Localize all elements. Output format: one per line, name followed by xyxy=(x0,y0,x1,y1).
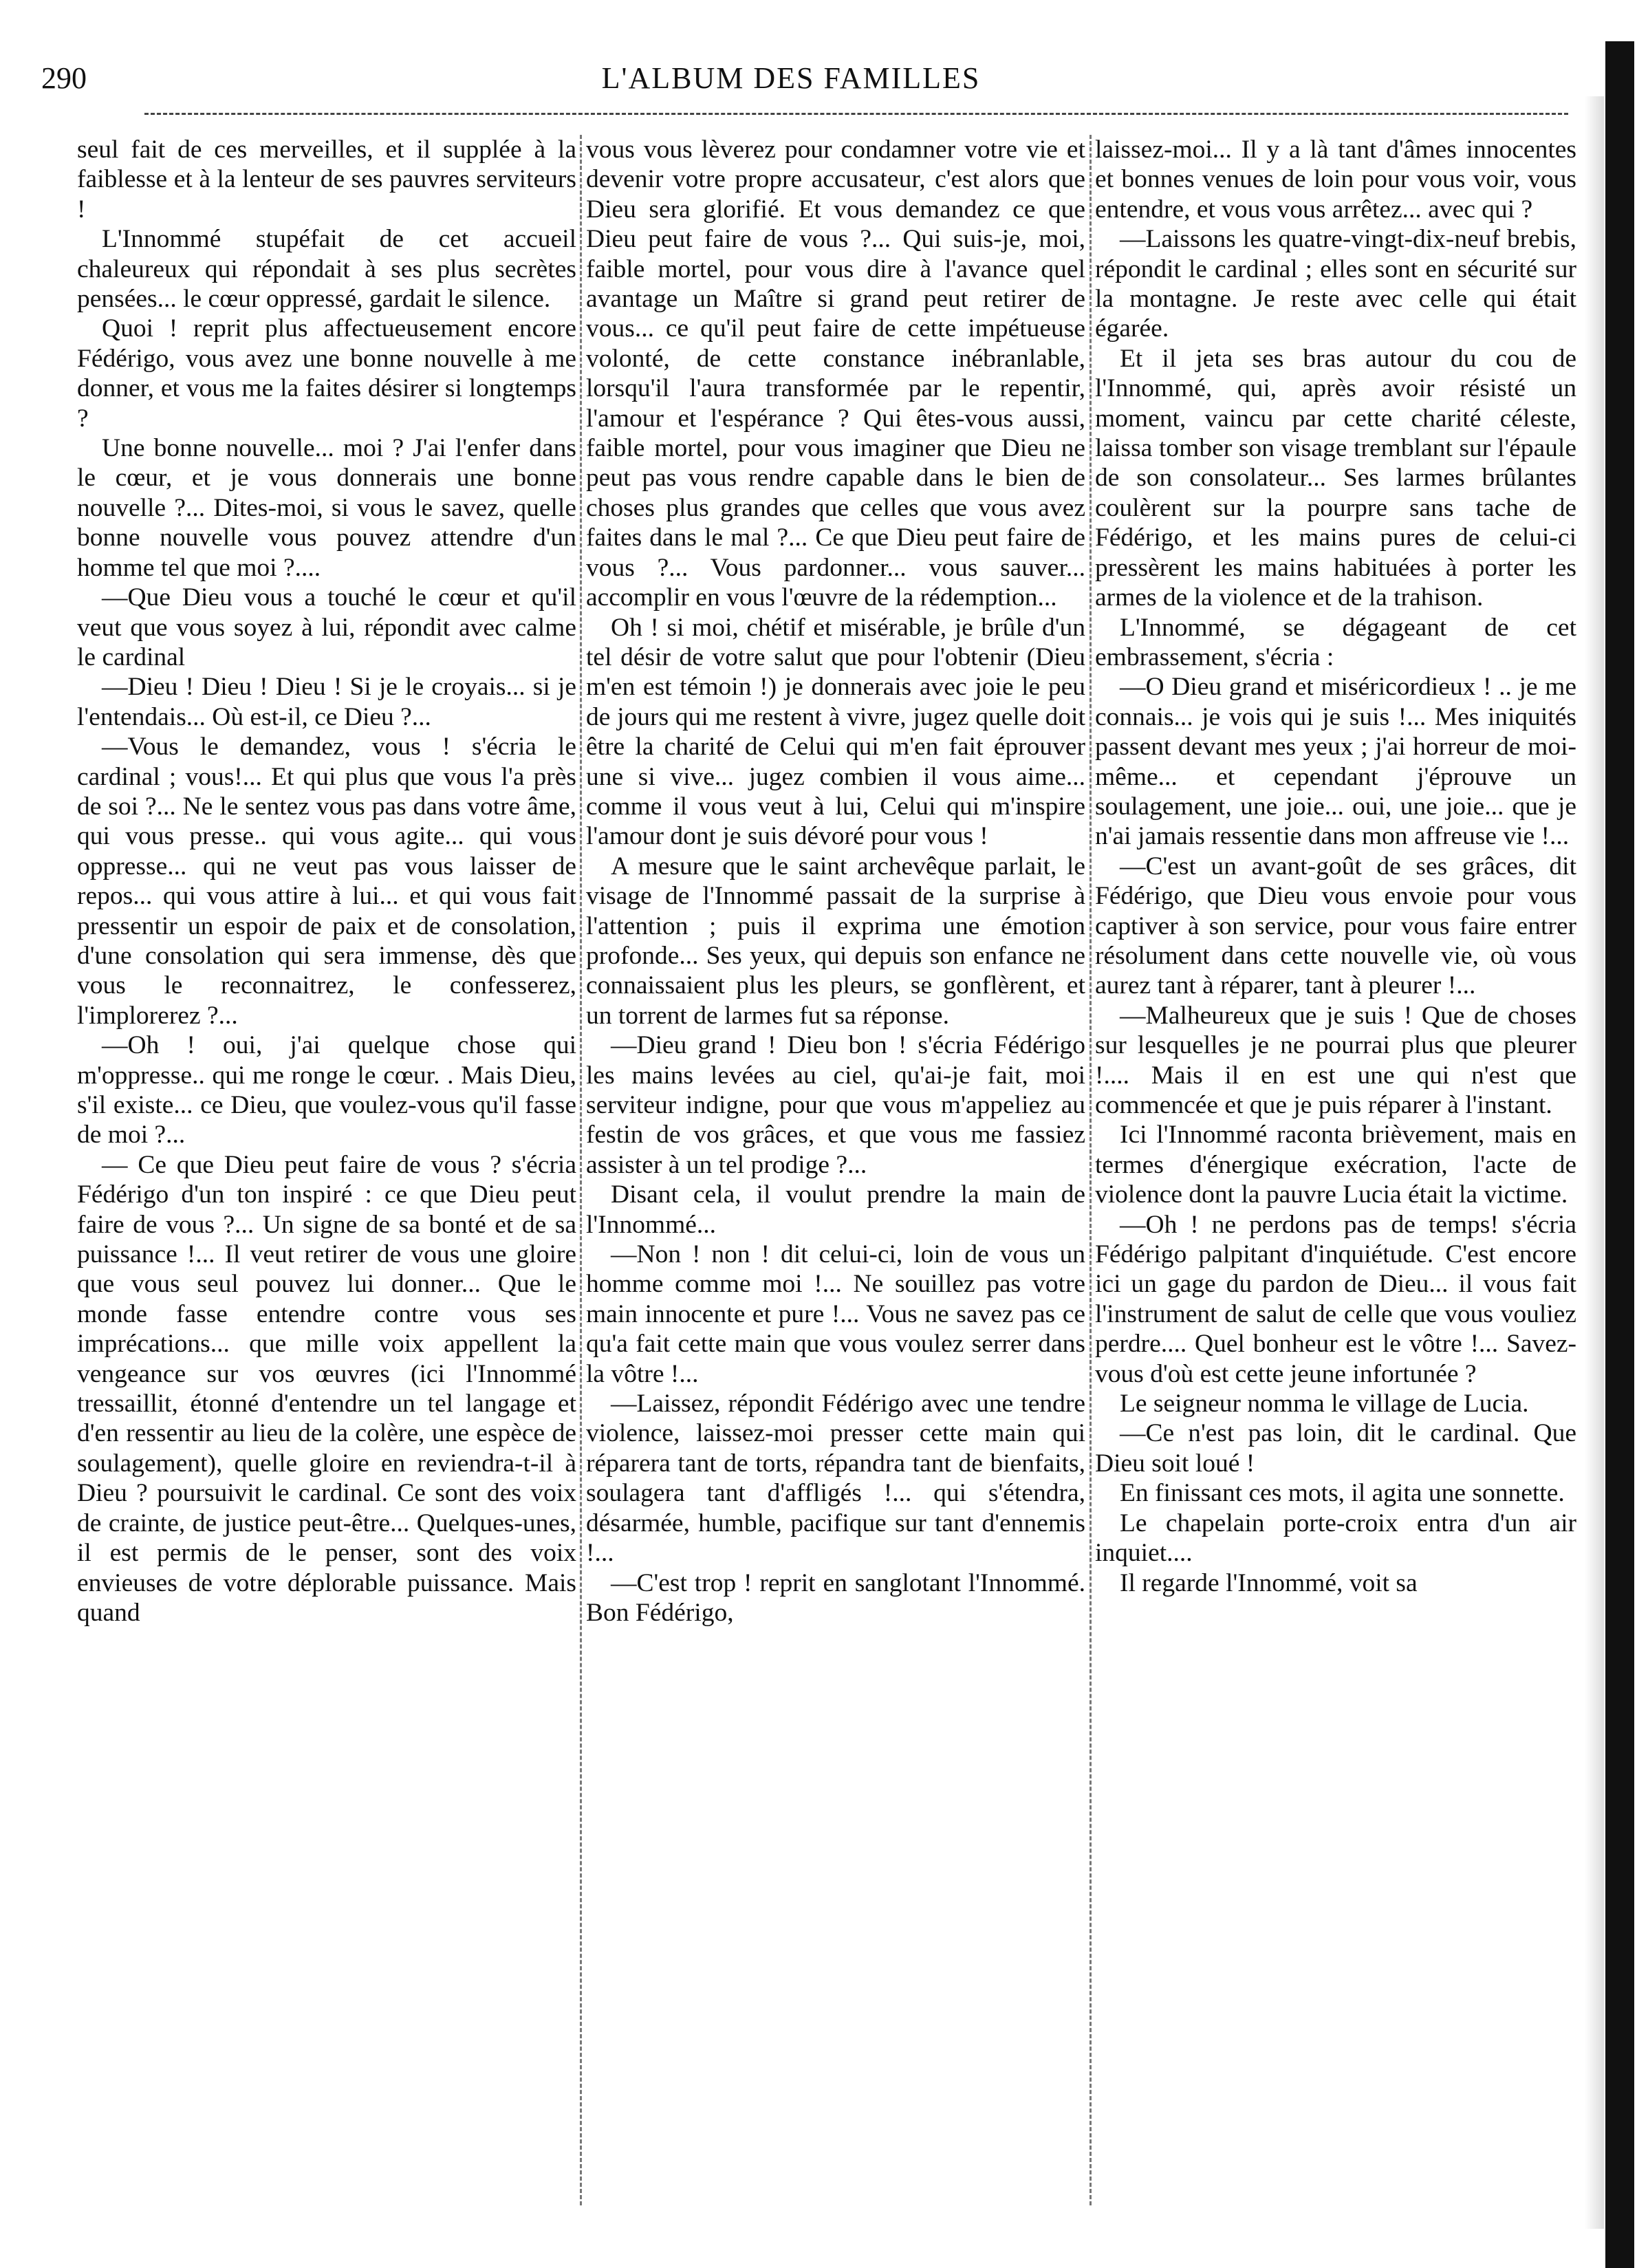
paragraph: —Que Dieu vous a touché le cœur et qu'il veut que vous soyez à lui, répondit avec calme le cardinal xyxy=(77,583,576,671)
text-column-1 xyxy=(77,135,576,2205)
text-column-2 xyxy=(586,135,1085,2205)
paragraph: L'Innommé, se dégageant de cet embrassement, s'écria : xyxy=(1095,613,1576,671)
paragraph: —Dieu grand ! Dieu bon ! s'écria Fédérigo les mains levées au ciel, qu'ai-je fait, moi serviteur indigne, pour que vous m'appeliez au festin de vos grâces, et que vous me fassiez assister à un tel prodige ?... xyxy=(586,1031,1085,1179)
text-column-3 xyxy=(1095,135,1576,2205)
paragraph: —C'est un avant-goût de ses grâces, dit Fédérigo, que Dieu vous envoie pour vous captiver à son service, pour vous faire entrer résolument dans cette nouvelle vie, où vous aurez tant à réparer, tant à pleurer !... xyxy=(1095,852,1576,1000)
paragraph: — Ce que Dieu peut faire de vous ? s'écria Fédérigo d'un ton inspiré : ce que Dieu peut faire de vous ?... Un signe de sa bonté et de sa puissance !... Il veut retirer de vous une gloire que vous seul pouvez lui donner... Que le monde fasse entendre contre vous ses imprécations... que mille voix appellent la vengeance sur vos œuvres (ici l'Innommé tressaillit, étonné d'entendre un tel langage et d'en ressentir au lieu de la colère, une espèce de soulagement), quelle gloire en reviendra-t-il à Dieu ? poursuivit le cardinal. Ce sont des voix de crainte, de justice peut-être... Quelques-unes, il est permis de le penser, sont des voix envieuses de votre déplorable puissance. Mais quand xyxy=(77,1150,576,1627)
header-rule xyxy=(144,113,1568,118)
paragraph: vous vous lèverez pour condamner votre vie et devenir votre propre accusateur, c'est alors que Dieu sera glorifié. Et vous demandez ce que Dieu peut faire de vous ?... Qui suis-je, moi, faible mortel, pour vous dire à l'avance quel avantage un Maître si grand peut retirer de vous... ce qu'il peut faire de cette impétueuse volonté, de cette constance inébranlable, lorsqu'il l'aura transformée par le repentir, l'amour et l'espérance ? Qui êtes-vous aussi, faible mortel, pour vous imaginer que Dieu ne peut pas vous rendre capable dans le bien de choses plus grandes que celles que vous avez faites dans le mal ?... Ce que Dieu peut faire de vous ?... Vous pardonner... vous sauver... accomplir en vous l'œuvre de la rédemption... xyxy=(586,136,1085,612)
paragraph: —C'est trop ! reprit en sanglotant l'Innommé. Bon Fédérigo, xyxy=(586,1568,1085,1627)
paragraph: Disant cela, il voulut prendre la main de l'Innommé... xyxy=(586,1180,1085,1239)
paragraph: —Laissons les quatre-vingt-dix-neuf brebis, répondit le cardinal ; elles sont en sécurité sur la montagne. Je reste avec celle qui était égarée. xyxy=(1095,225,1576,343)
paragraph: —Oh ! oui, j'ai quelque chose qui m'oppresse.. qui me ronge le cœur. . Mais Dieu, s'il existe... ce Dieu, que voulez-vous qu'il fasse de moi ?... xyxy=(77,1031,576,1149)
page-header xyxy=(41,61,1541,102)
paragraph: —Non ! non ! dit celui-ci, loin de vous un homme comme moi !... Ne souillez pas votre main innocente et pure !... Vous ne savez pas ce qu'a fait cette main que vous voulez serrer dans la vôtre !... xyxy=(586,1240,1085,1388)
paragraph: —Dieu ! Dieu ! Dieu ! Si je le croyais... si je l'entendais... Où est-il, ce Dieu ?... xyxy=(77,673,576,731)
paragraph: —Vous le demandez, vous ! s'écria le cardinal ; vous!... Et qui plus que vous l'a près de soi ?... Ne le sentez vous pas dans votre âme, qui vous presse.. qui vous agite... qui vous oppresse... qui ne veut pas vous laisser de repos... qui vous attire à lui... et qui vous fait pressentir un espoir de paix et de consolation, d'une consolation qui sera immense, dès que vous le reconnaitrez, le confesserez, l'implorerez ?... xyxy=(77,733,576,1030)
paragraph: Ici l'Innommé raconta brièvement, mais en termes d'énergique exécration, l'acte de violence dont la pauvre Lucia était la victime. xyxy=(1095,1121,1576,1209)
page-number: 290 xyxy=(41,61,87,95)
paragraph: En finissant ces mots, il agita une sonnette. xyxy=(1120,1479,1565,1508)
paragraph: Le chapelain porte-croix entra d'un air inquiet.... xyxy=(1095,1509,1576,1568)
paragraph: laissez-moi... Il y a là tant d'âmes innocentes et bonnes venues de loin pour vous voir, vous entendre, et vous vous arrêtez... avec qui ? xyxy=(1095,136,1576,224)
paragraph: Une bonne nouvelle... moi ? J'ai l'enfer dans le cœur, et je vous donnerais une bonne nouvelle ?... Dites-moi, si vous le savez, quelle bonne nouvelle vous pouvez attendre d'un homme tel que moi ?.... xyxy=(77,434,576,582)
paragraph: —O Dieu grand et miséricordieux ! .. je me connais... je vois qui je suis !... Mes iniquités passent devant mes yeux ; j'ai horreur de moi-même... et cependant j'éprouve un soulagement, une joie... oui, une joie... que je n'ai jamais ressentie dans mon affreuse vie !... xyxy=(1095,673,1576,851)
paragraph: —Malheureux que je suis ! Que de choses sur lesquelles je ne pourrai plus que pleurer !.... Mais il en est une qui n'est que commencée et que je puis réparer à l'instant. xyxy=(1095,1001,1576,1119)
paragraph: Et il jeta ses bras autour du cou de l'Innommé, qui, après avoir résisté un moment, vaincu par cette charité céleste, laissa tomber son visage tremblant sur l'épaule de son consolateur... Ses larmes brûlantes coulèrent sur la pourpre sans tache de Fédérigo, et les mains pures de celui-ci pressèrent les mains habituées à porter les armes de la violence et de la trahison. xyxy=(1095,344,1576,612)
paragraph: Il regarde l'Innommé, voit sa xyxy=(1120,1568,1418,1597)
paragraph: —Laissez, répondit Fédérigo avec une tendre violence, laissez-moi presser cette main qui réparera tant de torts, répandra tant de bienfaits, soulagera tant d'affligés !... qui s'étendra, désarmée, humble, pacifique sur tant d'ennemis !... xyxy=(586,1390,1085,1568)
paragraph: Quoi ! reprit plus affectueusement encore Fédérigo, vous avez une bonne nouvelle à me donner, et vous me la faites désirer si longtemps ? xyxy=(77,314,576,433)
paragraph: A mesure que le saint archevêque parlait, le visage de l'Innommé passait de la surprise à l'attention ; puis il exprima une émotion profonde... Ses yeux, qui depuis son enfance ne connaissaient plus les pleurs, se gonflèrent, et un torrent de larmes fut sa réponse. xyxy=(586,852,1085,1030)
paragraph: —Ce n'est pas loin, dit le cardinal. Que Dieu soit loué ! xyxy=(1095,1419,1576,1478)
paragraph: Le seigneur nomma le village de Lucia. xyxy=(1120,1390,1529,1418)
paragraph: Oh ! si moi, chétif et misérable, je brûle d'un tel désir de votre salut que pour l'obtenir (Dieu m'en est témoin !) je donnerais avec joie le peu de jours qui me restent à vivre, jugez quelle doit être la charité de Celui qui m'en fait éprouver une si vive... jugez combien il vous aime... comme il vous veut à lui, Celui qui m'inspire l'amour dont je suis dévoré pour vous ! xyxy=(586,613,1085,851)
paragraph: L'Innommé stupéfait de cet accueil chaleureux qui répondait à ses plus secrètes pensées... le cœur oppressé, gardait le silence. xyxy=(77,225,576,314)
column-divider xyxy=(1089,135,1092,2205)
paragraph: —Oh ! ne perdons pas de temps! s'écria Fédérigo palpitant d'inquiétude. C'est encore ici un gage du pardon de Dieu... il vous fait l'instrument de salut de celle que vous vouliez perdre.... Quel bonheur est le vôtre !... Savez-vous d'où est cette jeune infortunée ? xyxy=(1095,1210,1576,1388)
column-divider xyxy=(580,135,582,2205)
running-title: L'ALBUM DES FAMILLES xyxy=(601,61,981,95)
paragraph: seul fait de ces merveilles, et il supplée à la faiblesse et à la lenteur de ses pauvres serviteurs ! xyxy=(77,136,576,224)
binding-shadow xyxy=(1585,96,1604,2229)
page-edge-bar xyxy=(1605,41,1634,2268)
